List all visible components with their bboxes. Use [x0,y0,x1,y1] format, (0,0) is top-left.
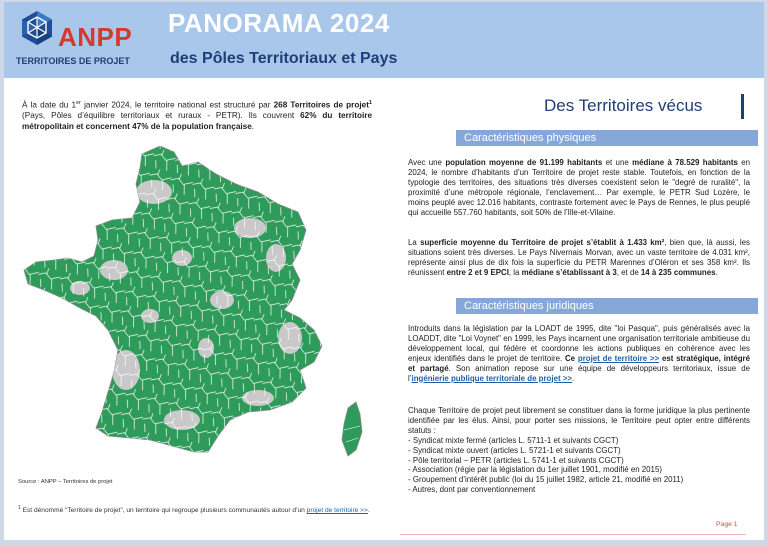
text: , bien que, là aussi, les situations soient très diverses. Le Pays Nivernais Morvan, avec un vaste territoire de 4.031 km², représente ainsi plus de dix fois la superficie du PETR Marennes d’Oléron et ses 358 km². Ils réunissent [408,238,750,277]
section-header-juridiques: Caractéristiques juridiques [456,298,758,314]
intro-text: (Pays, Pôles d’équilibre territoriaux et ruraux - PETR). Ils couvrent [22,111,301,121]
list-item: - Autres, dont par conventionnement [408,485,536,495]
paragraph-population [408,158,750,217]
text-bold: 14 à 235 communes [640,267,716,277]
intro-paragraph [22,98,372,133]
text: en 2024, le nombre d’habitants d’un Territoire de projet reste stable. Toutefois, en fonction de la typologie des territoires, des situations très diverses coexistent selon le "degré de ruralité", la proximité d’une métropole régionale, l’enclavement… Par exemple, le PETR Sud Lozère, le moins peuplé avec 12.016 habitants, contraste fortement avec le Pays de Rennes, le plus peuplé qui accueille 557.760 habitants, soit 50% de l’Ille-et-Vilaine. [408,158,750,217]
paragraph-superficie [408,238,750,278]
anpp-logo [16,10,148,70]
text: . [715,267,718,277]
list-item: - Syndicat mixte ouvert (articles L. 5721-1 et suivants CGCT) [408,445,621,455]
title-accent-bar [741,94,744,119]
text: Avec une [408,158,446,167]
text: Chaque Territoire de projet peut librement se constituer dans la forme juridique la plus pertinente identifiée par les élus. Ainsi, pour porter ses missions, le Territoire peut opter entre différents statuts : [408,406,750,435]
corsica-island [342,402,362,456]
text: . [572,373,575,383]
text-bold: est stratégique, intégré et partagé [408,353,750,373]
ingenierie-link[interactable]: ingénierie publique territoriale de projet >> [411,373,572,383]
list-item: - Groupement d’intérêt public (loi du 15 juillet 1982, article 21, modifié en 2011) [408,475,684,485]
text-bold: Ce [564,353,578,363]
text-bold: population moyenne de 91.199 habitants [445,158,603,167]
footnote-text: Est dénommé “Territoire de projet”, un territoire qui regroupe plusieurs communautés autour d’un [20,507,307,515]
text-bold: entre 2 et 9 EPCI [446,267,509,277]
intro-text: . [251,121,255,131]
statuts-list [408,436,750,495]
list-item: - Syndicat mixte fermé (articles L. 5711-1 et suivants CGCT) [408,435,619,445]
footnote-text: . [367,507,370,515]
document-page [4,2,764,540]
text: . Son animation repose sur une équipe de développeurs territoriaux, issue de l’ [408,363,750,383]
france-map [22,140,378,486]
text-bold: médiane à 78.529 habitants [632,158,738,167]
text-bold: superficie moyenne du Territoire de projet s’établit à 1.433 km² [420,238,665,247]
header-banner [4,2,764,78]
list-item: - Association (régie par la législation du 1er juillet 1901, modifié en 2015) [408,465,662,475]
footnote-number: 1 [18,505,21,511]
projet-territoire-link[interactable]: projet de territoire >> [577,353,660,363]
intro-bold: 62% du territoire métropolitain et concernent 47% de la population française [22,111,372,131]
page-number: Page 1 [716,521,738,528]
text-bold: médiane s’établissant à 3 [521,267,617,277]
footnote [18,504,378,515]
paragraph-legislation [408,324,750,383]
text: et une [602,158,633,167]
paragraph-statuts [408,406,750,495]
text: La [408,238,421,247]
intro-text: À la date du 1 [22,100,77,110]
footnote-ref: 1 [368,100,372,106]
section-header-physiques: Caractéristiques physiques [456,130,758,146]
map-source: Source : ANPP – Territoires de projet [18,479,113,485]
intro-bold: 268 Territoires de projet [273,100,369,110]
intro-sup: er [76,100,81,106]
list-item: - Pôle territorial – PETR (articles L. 5741-1 et suivants CGCT) [408,455,624,465]
hexagon-logo-icon [20,10,54,46]
brand-tagline: TERRITOIRES DE PROJET [16,56,130,66]
projet-territoire-link[interactable]: projet de territoire >> [306,507,368,515]
page-subtitle: des Pôles Territoriaux et Pays [170,50,398,67]
text: , la [508,267,522,277]
section-title: Des Territoires vécus [544,96,703,115]
page-title: PANORAMA 2024 [168,8,390,38]
text: , et de [616,267,641,277]
intro-text: janvier 2024, le territoire national est structuré par [80,100,274,110]
text: Introduits dans la législation par la LOADT de 1995, dite "loi Pasqua", puis généralisés avec la LOADDT, dite "Loi Voynet" en 1999, les Pays incarnent une organisation territoriale ambitieuse du développement local, qui fédère et coordonne les actions publiques en cohérence avec les enjeux identifiés dans le projet de territoire. [408,324,750,363]
footer-divider [400,534,746,535]
brand-name: ANPP [58,22,133,52]
